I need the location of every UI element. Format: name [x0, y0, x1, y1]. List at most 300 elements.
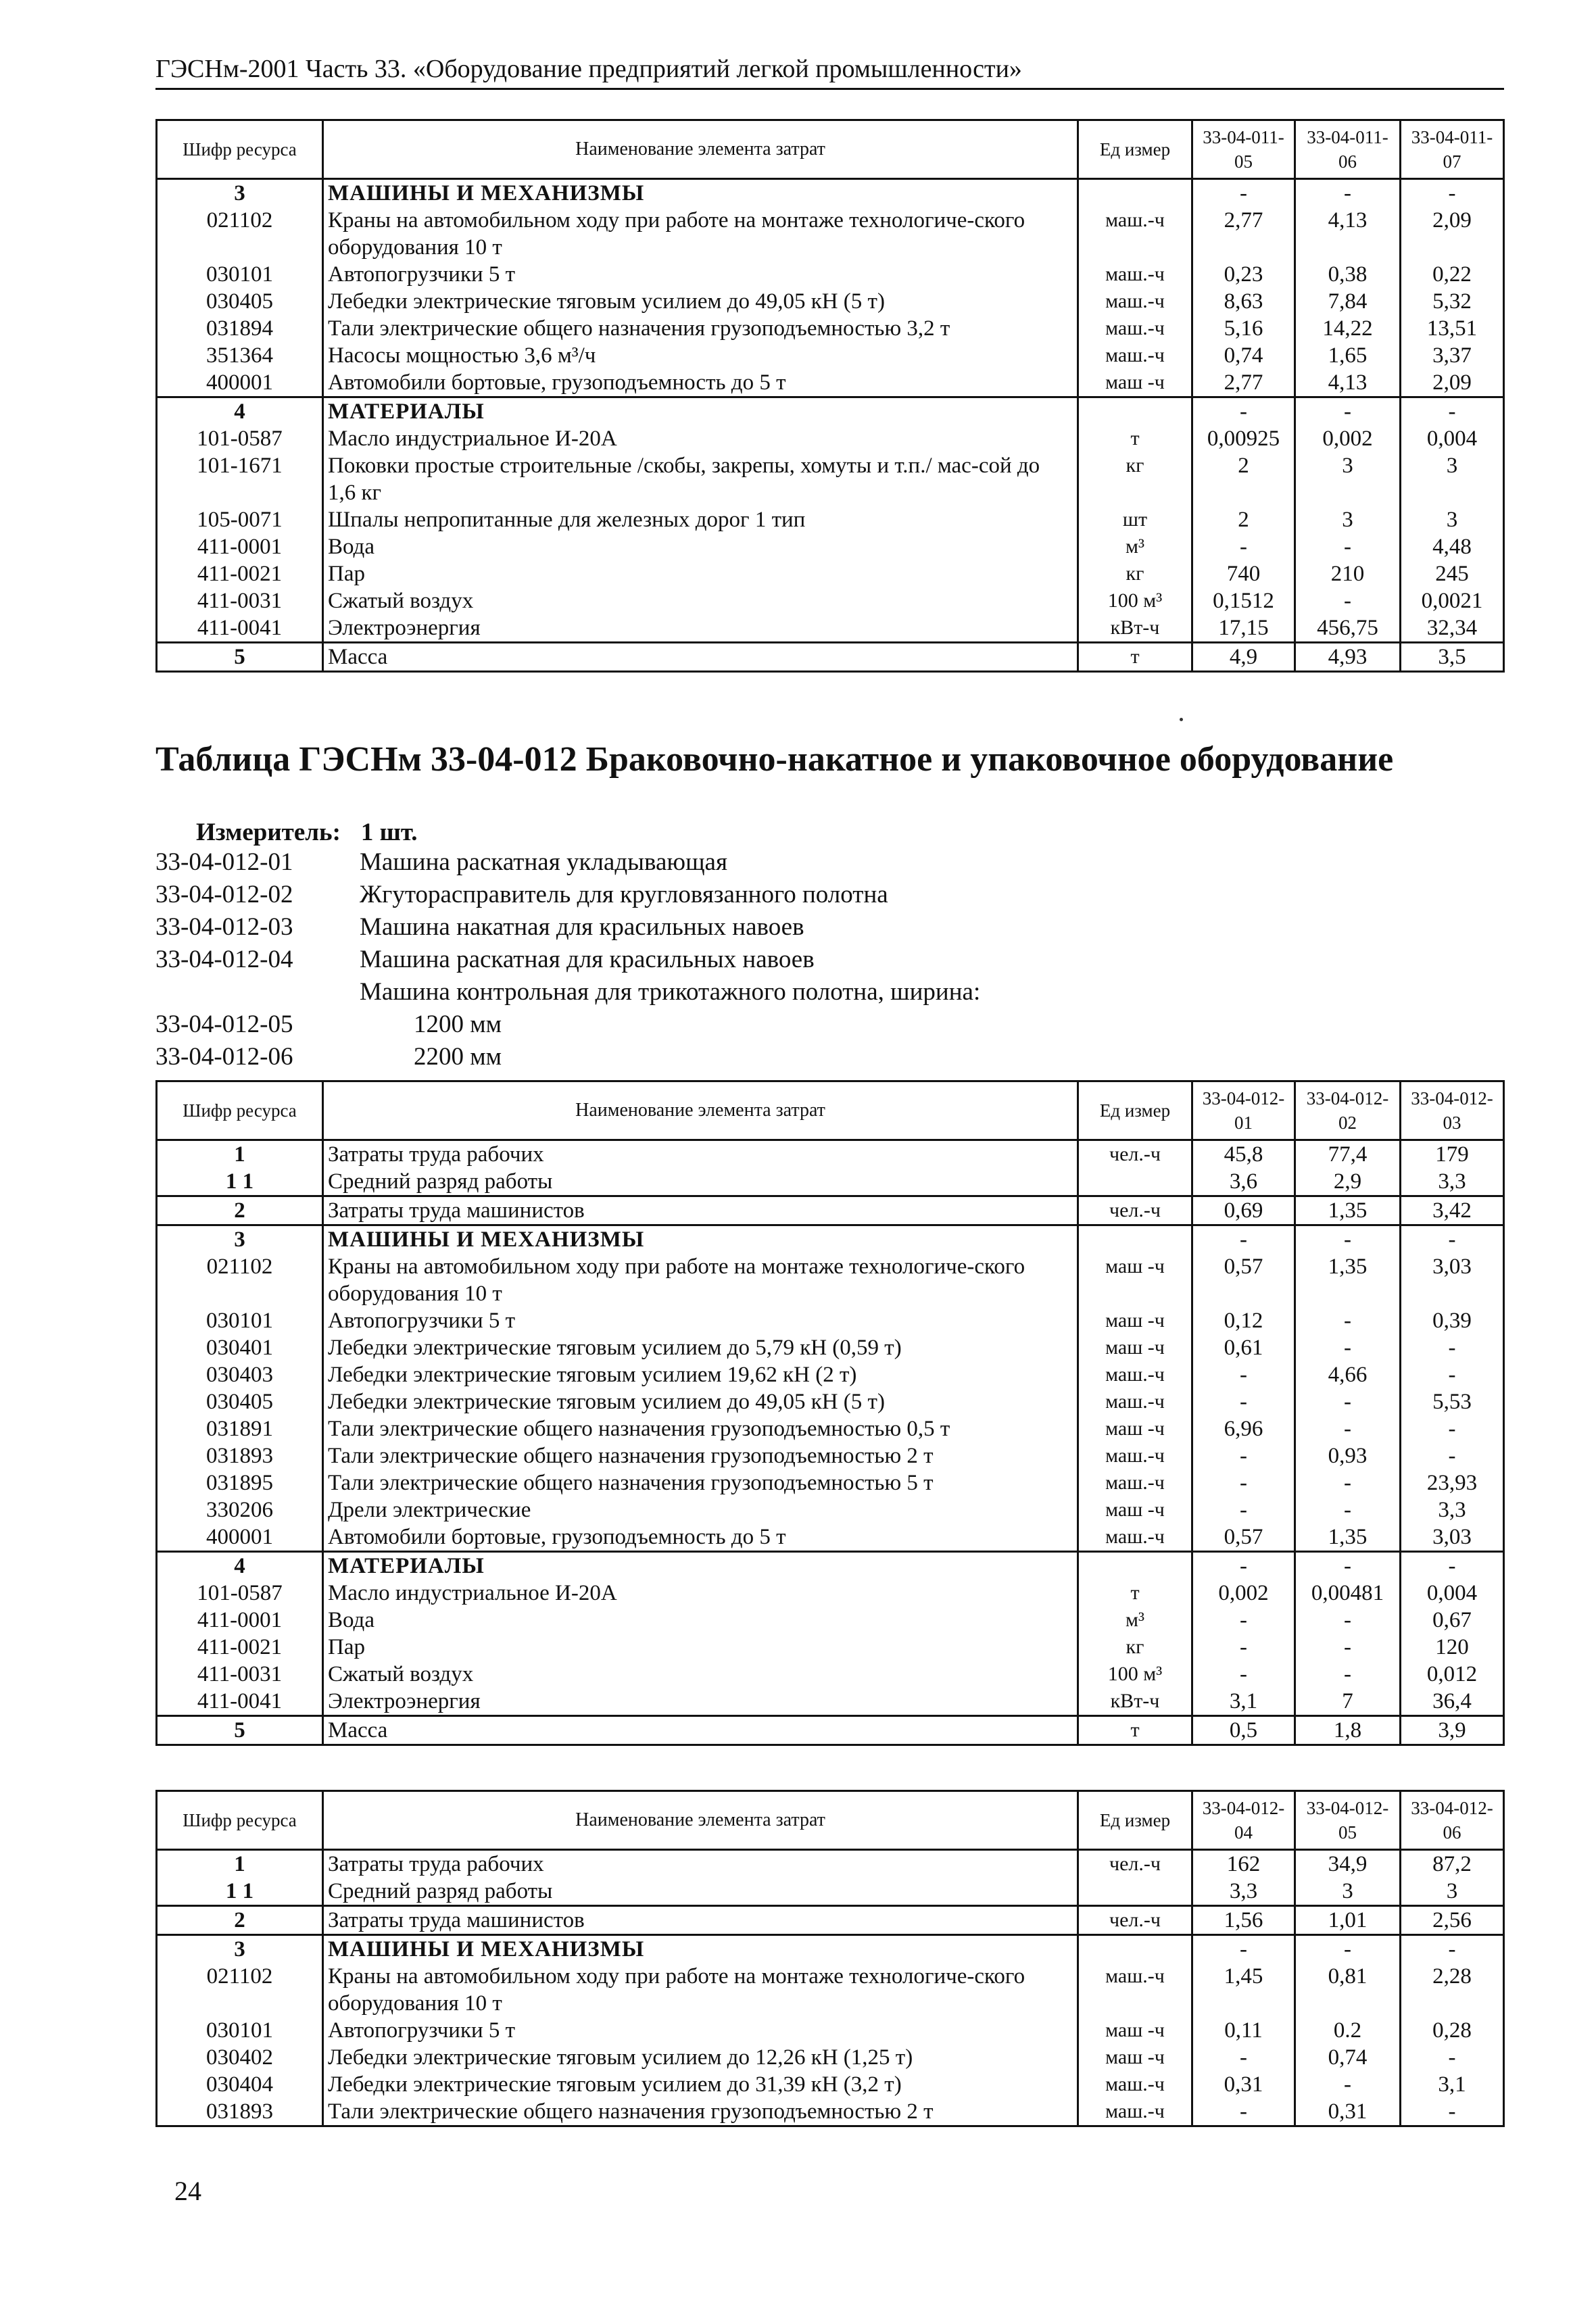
table-row: [157, 425, 1504, 452]
unit-cell: чел.-ч: [1078, 1906, 1192, 1935]
resource-table-012-b: [155, 1790, 1505, 2127]
resource-code: 411-0021: [157, 560, 323, 587]
value-cell: -: [1401, 397, 1504, 426]
header-code: Шифр ресурса: [157, 1791, 323, 1850]
item-code: 33-04-012-03: [155, 913, 293, 941]
value-cell: 2: [1192, 506, 1295, 533]
unit-cell: т: [1078, 643, 1192, 672]
value-cell: -: [1401, 2098, 1504, 2126]
value-cell: 3,1: [1192, 1688, 1295, 1716]
value-cell: -: [1401, 1225, 1504, 1254]
unit-cell: маш.-ч: [1078, 2098, 1192, 2126]
resource-code: 3: [157, 1225, 323, 1254]
unit-cell: маш.-ч: [1078, 1524, 1192, 1552]
measure-label: Измеритель:: [196, 819, 341, 846]
value-cell: -: [1192, 2044, 1295, 2071]
value-cell: 1,56: [1192, 1906, 1295, 1935]
value-cell: -: [1401, 1935, 1504, 1964]
resource-code: 411-0001: [157, 1607, 323, 1634]
unit-cell: 100 м³: [1078, 587, 1192, 614]
table-row: [157, 369, 1504, 397]
value-cell: -: [1295, 179, 1401, 208]
table-row: [157, 261, 1504, 288]
value-cell: -: [1192, 1935, 1295, 1964]
value-cell: -: [1295, 1225, 1401, 1254]
cost-element-name: Средний разряд работы: [323, 1878, 1078, 1906]
table-row: [157, 1935, 1504, 1964]
value-cell: 210: [1295, 560, 1401, 587]
header-unit: Ед измер: [1078, 1081, 1192, 1140]
value-cell: 3: [1295, 1878, 1401, 1906]
cost-element-name: Дрели электрические: [323, 1496, 1078, 1524]
table-row: [157, 1580, 1504, 1607]
value-cell: 0,12: [1192, 1307, 1295, 1334]
value-cell: 45,8: [1192, 1140, 1295, 1169]
item-text: Жгутораспрaвитель для кругловязанного полотна: [360, 881, 888, 908]
list-item: [155, 846, 980, 879]
value-cell: 4,93: [1295, 643, 1401, 672]
table-row: [157, 533, 1504, 560]
value-cell: 3,1: [1401, 2071, 1504, 2098]
unit-cell: [1078, 179, 1192, 208]
item-code: 33-04-012-05: [155, 1010, 293, 1038]
value-cell: -: [1295, 1552, 1401, 1580]
value-cell: 3: [1401, 452, 1504, 506]
value-cell: 0,00481: [1295, 1580, 1401, 1607]
value-cell: 17,15: [1192, 614, 1295, 643]
value-cell: 7,84: [1295, 288, 1401, 315]
header-column-1: 33-04-012-04: [1192, 1791, 1295, 1850]
value-cell: 1,8: [1295, 1716, 1401, 1745]
resource-code: 400001: [157, 1524, 323, 1552]
value-cell: 3,37: [1401, 342, 1504, 369]
value-cell: -: [1295, 1661, 1401, 1688]
unit-cell: маш.-ч: [1078, 288, 1192, 315]
table-row: [157, 1334, 1504, 1361]
resource-table-012-a: [155, 1080, 1505, 1746]
unit-cell: маш.-ч: [1078, 315, 1192, 342]
header-code: Шифр ресурса: [157, 120, 323, 179]
cost-element-name: Автомобили бортовые, грузоподъемность до 5 т: [323, 1524, 1078, 1552]
table-row: [157, 1168, 1504, 1196]
resource-code: 411-0001: [157, 533, 323, 560]
value-cell: 4,9: [1192, 643, 1295, 672]
header-name: Наименование элемента затрат: [323, 1791, 1078, 1850]
value-cell: 0,93: [1295, 1442, 1401, 1469]
unit-cell: [1078, 1935, 1192, 1964]
list-item: [155, 1008, 980, 1041]
table-row: [157, 2098, 1504, 2126]
cost-element-name: Автопогрузчики 5 т: [323, 1307, 1078, 1334]
header-column-3: 33-04-011-07: [1401, 120, 1504, 179]
unit-cell: маш.-ч: [1078, 261, 1192, 288]
item-code: 33-04-012-04: [155, 946, 293, 973]
resource-code: 101-0587: [157, 425, 323, 452]
value-cell: 179: [1401, 1140, 1504, 1169]
resource-code: 030101: [157, 261, 323, 288]
value-cell: -: [1401, 1552, 1504, 1580]
value-cell: 6,96: [1192, 1415, 1295, 1442]
value-cell: -: [1401, 1361, 1504, 1388]
list-item: [155, 879, 980, 911]
value-cell: 162: [1192, 1850, 1295, 1878]
resource-code: 400001: [157, 369, 323, 397]
table-row: [157, 1850, 1504, 1878]
item-text: Машина накатная для красильных навоев: [360, 913, 804, 941]
value-cell: -: [1295, 1469, 1401, 1496]
cost-element-name: Насосы мощностью 3,6 м³/ч: [323, 342, 1078, 369]
value-cell: 0,1512: [1192, 587, 1295, 614]
cost-element-name: Краны на автомобильном ходу при работе на монтаже технологиче-ского оборудования 10 т: [323, 207, 1078, 261]
value-cell: 8,63: [1192, 288, 1295, 315]
value-cell: -: [1295, 1415, 1401, 1442]
resource-code: 3: [157, 1935, 323, 1964]
resource-code: 411-0041: [157, 614, 323, 643]
resource-code: 5: [157, 643, 323, 672]
resource-code: 411-0021: [157, 1634, 323, 1661]
value-cell: 120: [1401, 1634, 1504, 1661]
resource-code: 021102: [157, 1963, 323, 2017]
value-cell: 0.2: [1295, 2017, 1401, 2044]
value-cell: 4,48: [1401, 533, 1504, 560]
resource-code: 030405: [157, 288, 323, 315]
unit-cell: кВт-ч: [1078, 1688, 1192, 1716]
item-text: 2200 мм: [414, 1043, 502, 1071]
unit-cell: маш.-ч: [1078, 1361, 1192, 1388]
value-cell: -: [1192, 1552, 1295, 1580]
unit-cell: маш -ч: [1078, 1415, 1192, 1442]
unit-cell: м³: [1078, 1607, 1192, 1634]
value-cell: 0,00925: [1192, 425, 1295, 452]
value-cell: 3,3: [1401, 1496, 1504, 1524]
table-row: [157, 1388, 1504, 1415]
page-number: 24: [174, 2176, 201, 2206]
value-cell: 0,81: [1295, 1963, 1401, 2017]
table-row: [157, 1225, 1504, 1254]
header-unit: Ед измер: [1078, 1791, 1192, 1850]
resource-code: 021102: [157, 1253, 323, 1307]
unit-cell: маш.-ч: [1078, 1442, 1192, 1469]
cost-element-name: Затраты труда рабочих: [323, 1850, 1078, 1878]
value-cell: -: [1295, 2071, 1401, 2098]
unit-cell: чел.-ч: [1078, 1140, 1192, 1169]
value-cell: 0,012: [1401, 1661, 1504, 1688]
table-row: [157, 342, 1504, 369]
cost-element-name: МАШИНЫ И МЕХАНИЗМЫ: [323, 1225, 1078, 1254]
value-cell: -: [1192, 1496, 1295, 1524]
header-name: Наименование элемента затрат: [323, 1081, 1078, 1140]
unit-cell: маш -ч: [1078, 1307, 1192, 1334]
unit-cell: маш.-ч: [1078, 1963, 1192, 2017]
resource-table-011: [155, 119, 1505, 673]
item-code: [155, 976, 360, 1008]
table-row: [157, 1607, 1504, 1634]
value-cell: 0,31: [1192, 2071, 1295, 2098]
value-cell: 1,65: [1295, 342, 1401, 369]
value-cell: 0,28: [1401, 2017, 1504, 2044]
resource-code: 5: [157, 1716, 323, 1745]
cost-element-name: Лебедки электрические тяговым усилием до 31,39 кН (3,2 т): [323, 2071, 1078, 2098]
table-row: [157, 560, 1504, 587]
cost-element-name: Электроэнергия: [323, 614, 1078, 643]
table-row: [157, 179, 1504, 208]
unit-cell: маш.-ч: [1078, 1469, 1192, 1496]
cost-element-name: Вода: [323, 1607, 1078, 1634]
value-cell: 2,56: [1401, 1906, 1504, 1935]
cost-element-name: Тали электрические общего назначения грузоподъемностью 0,5 т: [323, 1415, 1078, 1442]
cost-element-name: Тали электрические общего назначения грузоподъемностью 5 т: [323, 1469, 1078, 1496]
table-row: [157, 1963, 1504, 2017]
value-cell: 0,39: [1401, 1307, 1504, 1334]
value-cell: 2,77: [1192, 369, 1295, 397]
value-cell: -: [1192, 1388, 1295, 1415]
resource-code: 411-0031: [157, 587, 323, 614]
resource-code: 030404: [157, 2071, 323, 2098]
value-cell: 0,23: [1192, 261, 1295, 288]
value-cell: -: [1401, 1415, 1504, 1442]
unit-cell: маш -ч: [1078, 1334, 1192, 1361]
table-row: [157, 1469, 1504, 1496]
table-row: [157, 614, 1504, 643]
unit-cell: м³: [1078, 533, 1192, 560]
table-row: [157, 587, 1504, 614]
header-column-2: 33-04-012-05: [1295, 1791, 1401, 1850]
value-cell: 1,35: [1295, 1524, 1401, 1552]
value-cell: -: [1295, 1334, 1401, 1361]
value-cell: 0,61: [1192, 1334, 1295, 1361]
cost-element-name: МАТЕРИАЛЫ: [323, 1552, 1078, 1580]
unit-cell: т: [1078, 1580, 1192, 1607]
table-row: [157, 397, 1504, 426]
unit-cell: маш.-ч: [1078, 2071, 1192, 2098]
unit-cell: т: [1078, 1716, 1192, 1745]
value-cell: 5,32: [1401, 288, 1504, 315]
unit-cell: чел.-ч: [1078, 1850, 1192, 1878]
value-cell: 2,9: [1295, 1168, 1401, 1196]
header-column-1: 33-04-012-01: [1192, 1081, 1295, 1140]
cost-element-name: Электроэнергия: [323, 1688, 1078, 1716]
cost-element-name: Автопогрузчики 5 т: [323, 261, 1078, 288]
value-cell: -: [1295, 1496, 1401, 1524]
cost-element-name: Лебедки электрические тяговым усилием до 12,26 кН (1,25 т): [323, 2044, 1078, 2071]
item-list: [155, 846, 980, 1073]
value-cell: 3,3: [1192, 1878, 1295, 1906]
cost-element-name: Поковки простые строительные /скобы, закрепы, хомуты и т.п./ мас-сой до 1,6 кг: [323, 452, 1078, 506]
value-cell: -: [1192, 1361, 1295, 1388]
header-column-2: 33-04-011-06: [1295, 120, 1401, 179]
value-cell: 0,74: [1192, 342, 1295, 369]
value-cell: 1,45: [1192, 1963, 1295, 2017]
cost-element-name: МАШИНЫ И МЕХАНИЗМЫ: [323, 179, 1078, 208]
value-cell: 13,51: [1401, 315, 1504, 342]
unit-cell: маш -ч: [1078, 1496, 1192, 1524]
table-row: [157, 1524, 1504, 1552]
resource-code: 031893: [157, 1442, 323, 1469]
cost-element-name: Масло индустриальное И-20А: [323, 1580, 1078, 1607]
value-cell: 245: [1401, 560, 1504, 587]
resource-code: 031891: [157, 1415, 323, 1442]
value-cell: 5,16: [1192, 315, 1295, 342]
value-cell: 0,57: [1192, 1253, 1295, 1307]
resource-code: 351364: [157, 342, 323, 369]
table-row: [157, 1307, 1504, 1334]
table-row: [157, 2017, 1504, 2044]
value-cell: 3: [1401, 1878, 1504, 1906]
value-cell: -: [1192, 1661, 1295, 1688]
section-title: Таблица ГЭСНм 33-04-012 Браковочно-накатное и упаковочное оборудование: [155, 740, 1394, 779]
value-cell: 4,13: [1295, 369, 1401, 397]
value-cell: -: [1295, 1935, 1401, 1964]
value-cell: 34,9: [1295, 1850, 1401, 1878]
cost-element-name: Шпалы непропитанные для железных дорог 1 тип: [323, 506, 1078, 533]
item-code: 33-04-012-02: [155, 881, 293, 908]
value-cell: -: [1192, 2098, 1295, 2126]
resource-code: 411-0031: [157, 1661, 323, 1688]
item-code: 33-04-012-06: [155, 1043, 293, 1071]
value-cell: -: [1295, 533, 1401, 560]
table-row: [157, 1878, 1504, 1906]
value-cell: -: [1295, 1634, 1401, 1661]
value-cell: -: [1401, 1334, 1504, 1361]
cost-element-name: Тали электрические общего назначения грузоподъемностью 2 т: [323, 2098, 1078, 2126]
value-cell: 4,13: [1295, 207, 1401, 261]
resource-code: 031894: [157, 315, 323, 342]
value-cell: -: [1192, 1469, 1295, 1496]
value-cell: 0,5: [1192, 1716, 1295, 1745]
value-cell: 2,09: [1401, 369, 1504, 397]
cost-element-name: Лебедки электрические тяговым усилием до 49,05 кН (5 т): [323, 288, 1078, 315]
unit-cell: маш -ч: [1078, 2017, 1192, 2044]
header-column-3: 33-04-012-06: [1401, 1791, 1504, 1850]
unit-cell: шт: [1078, 506, 1192, 533]
table-row: [157, 2071, 1504, 2098]
value-cell: 456,75: [1295, 614, 1401, 643]
unit-cell: [1078, 397, 1192, 426]
resource-code: 2: [157, 1196, 323, 1225]
cost-element-name: Сжатый воздух: [323, 587, 1078, 614]
value-cell: -: [1401, 2044, 1504, 2071]
resource-code: 1: [157, 1140, 323, 1169]
table-row: [157, 1906, 1504, 1935]
cost-element-name: Краны на автомобильном ходу при работе на монтаже технологиче-ского оборудования 10 т: [323, 1253, 1078, 1307]
value-cell: 0,002: [1192, 1580, 1295, 1607]
table-row: [157, 1253, 1504, 1307]
resource-code: 030402: [157, 2044, 323, 2071]
value-cell: -: [1192, 533, 1295, 560]
cost-element-name: Пар: [323, 560, 1078, 587]
value-cell: 3: [1295, 452, 1401, 506]
table-row: [157, 1442, 1504, 1469]
resource-code: 1 1: [157, 1878, 323, 1906]
list-item: [155, 911, 980, 944]
value-cell: 3,5: [1401, 643, 1504, 672]
item-code: 33-04-012-01: [155, 848, 293, 876]
value-cell: 0,31: [1295, 2098, 1401, 2126]
cost-element-name: Сжатый воздух: [323, 1661, 1078, 1688]
list-item: [155, 944, 980, 976]
value-cell: 0,004: [1401, 1580, 1504, 1607]
resource-code: 030401: [157, 1334, 323, 1361]
resource-code: 030405: [157, 1388, 323, 1415]
cost-element-name: Тали электрические общего назначения грузоподъемностью 2 т: [323, 1442, 1078, 1469]
value-cell: 23,93: [1401, 1469, 1504, 1496]
table-row: [157, 1196, 1504, 1225]
value-cell: -: [1295, 1388, 1401, 1415]
table-row: [157, 506, 1504, 533]
resource-code: 101-1671: [157, 452, 323, 506]
value-cell: 3,6: [1192, 1168, 1295, 1196]
cost-element-name: Масло индустриальное И-20А: [323, 425, 1078, 452]
unit-cell: кВт-ч: [1078, 614, 1192, 643]
value-cell: -: [1192, 1634, 1295, 1661]
cost-element-name: Краны на автомобильном ходу при работе на монтаже технологиче-ского оборудования 10 т: [323, 1963, 1078, 2017]
measure-value: 1 шт.: [360, 819, 418, 846]
header-unit: Ед измер: [1078, 120, 1192, 179]
value-cell: -: [1295, 397, 1401, 426]
resource-code: 031895: [157, 1469, 323, 1496]
item-text: 1200 мм: [414, 1010, 502, 1038]
measure-line: [196, 817, 438, 849]
cost-element-name: Средний разряд работы: [323, 1168, 1078, 1196]
resource-code: 031893: [157, 2098, 323, 2126]
value-cell: 2: [1192, 452, 1295, 506]
table-row: [157, 315, 1504, 342]
header-name: Наименование элемента затрат: [323, 120, 1078, 179]
value-cell: -: [1401, 179, 1504, 208]
value-cell: -: [1192, 1442, 1295, 1469]
resource-code: 030403: [157, 1361, 323, 1388]
unit-cell: кг: [1078, 452, 1192, 506]
resource-code: 030101: [157, 1307, 323, 1334]
header-code: Шифр ресурса: [157, 1081, 323, 1140]
unit-cell: кг: [1078, 1634, 1192, 1661]
cost-element-name: Пар: [323, 1634, 1078, 1661]
unit-cell: маш.-ч: [1078, 207, 1192, 261]
resource-code: 101-0587: [157, 1580, 323, 1607]
resource-code: 1: [157, 1850, 323, 1878]
value-cell: 3,9: [1401, 1716, 1504, 1745]
value-cell: 5,53: [1401, 1388, 1504, 1415]
value-cell: 0,004: [1401, 425, 1504, 452]
header-column-3: 33-04-012-03: [1401, 1081, 1504, 1140]
table-row: [157, 1688, 1504, 1716]
cost-element-name: Затраты труда машинистов: [323, 1906, 1078, 1935]
cost-element-name: Лебедки электрические тяговым усилием 19,62 кН (2 т): [323, 1361, 1078, 1388]
table-header-row: [157, 1081, 1504, 1140]
table-row: [157, 2044, 1504, 2071]
list-item: [155, 976, 980, 1008]
cost-element-name: Вода: [323, 533, 1078, 560]
resource-code: 105-0071: [157, 506, 323, 533]
value-cell: 3,3: [1401, 1168, 1504, 1196]
resource-code: 030101: [157, 2017, 323, 2044]
table-row: [157, 452, 1504, 506]
value-cell: 77,4: [1295, 1140, 1401, 1169]
value-cell: -: [1295, 587, 1401, 614]
cost-element-name: Тали электрические общего назначения грузоподъемностью 3,2 т: [323, 315, 1078, 342]
value-cell: 3,42: [1401, 1196, 1504, 1225]
table-row: [157, 1552, 1504, 1580]
value-cell: 3: [1295, 506, 1401, 533]
cost-element-name: Автопогрузчики 5 т: [323, 2017, 1078, 2044]
value-cell: 1,01: [1295, 1906, 1401, 1935]
unit-cell: кг: [1078, 560, 1192, 587]
value-cell: 32,34: [1401, 614, 1504, 643]
unit-cell: маш.-ч: [1078, 342, 1192, 369]
unit-cell: [1078, 1168, 1192, 1196]
cost-element-name: Масса: [323, 1716, 1078, 1745]
unit-cell: чел.-ч: [1078, 1196, 1192, 1225]
